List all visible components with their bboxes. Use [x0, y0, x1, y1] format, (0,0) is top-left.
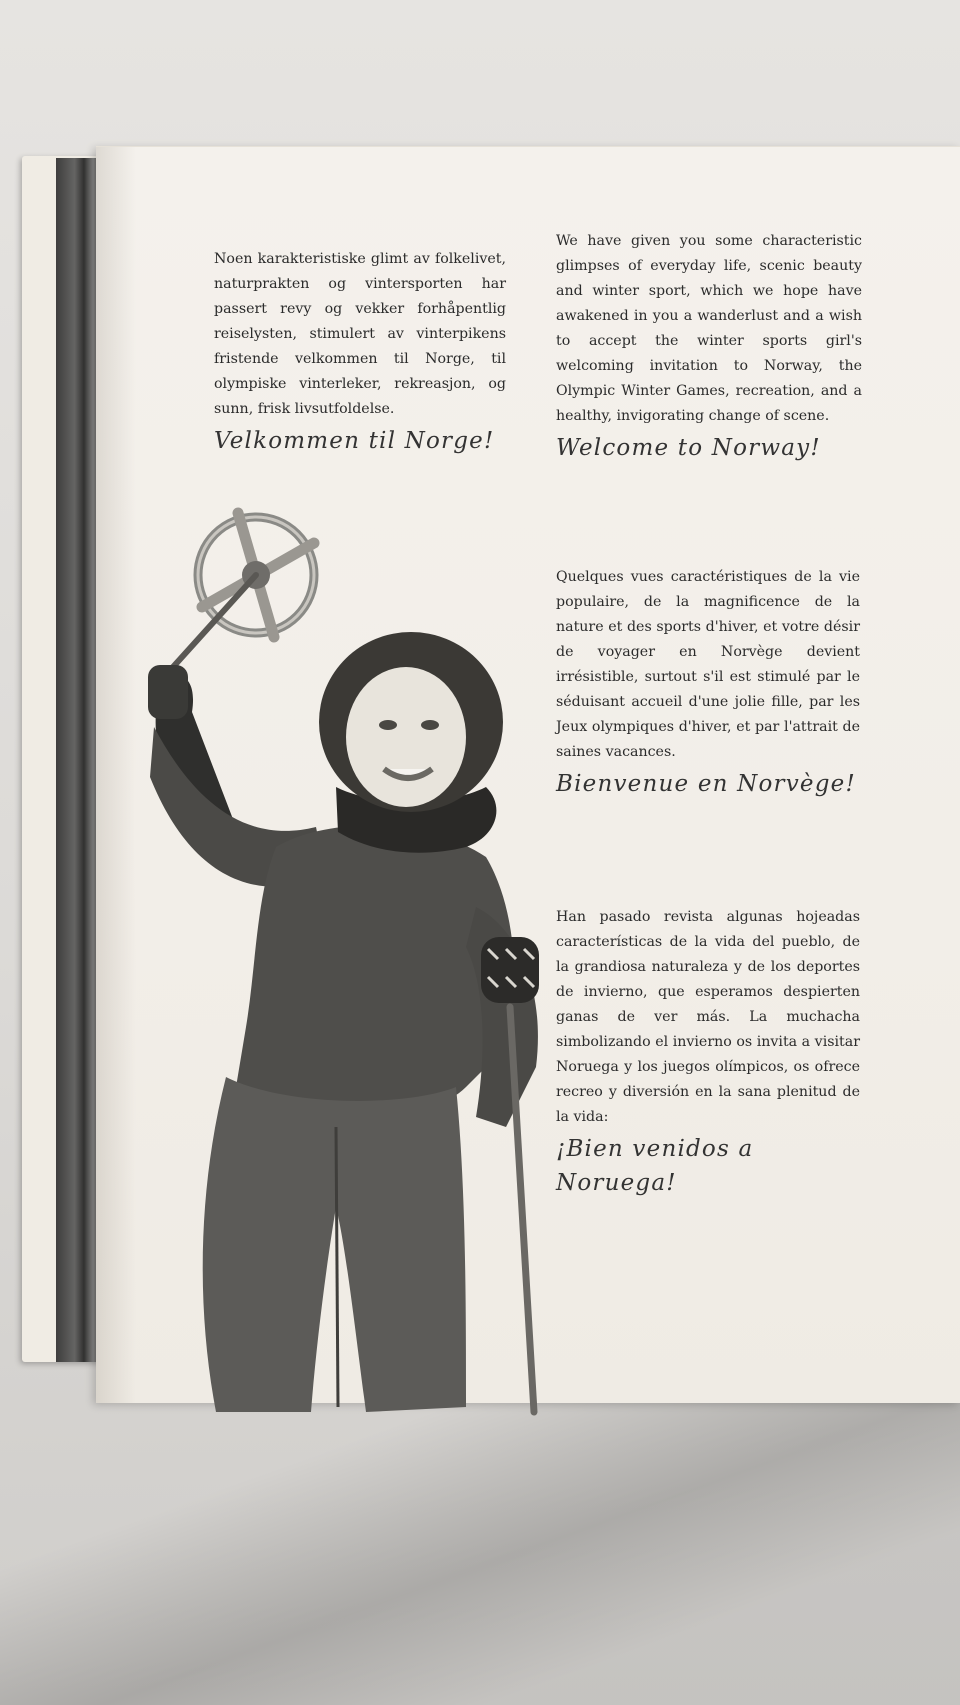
text-block-english — [556, 229, 862, 465]
body-text-english: We have given you some characteristic glimpses of everyday life, scenic beauty and winter sport, which we hope have awakened in you a wanderlust and a wish to accept the winter sports girl's welcoming invitation to Norway, the Olympic Winter Games, recreation, and a healthy, invigorating change of scene. — [556, 233, 862, 424]
body-text-norwegian: Noen karakteristiske glimt av folkelivet, naturprakten og vintersporten har passert revy og vekker forhåpentlig reiselysten, stimulert av vinterpikens fristende velkommen til Norge, til olympiske vinterleker, rekreasjon, og sunn, frisk livsutfoldelse. — [214, 251, 506, 417]
text-block-spanish — [556, 905, 860, 1200]
photo-winter-girl — [126, 487, 566, 1417]
greeting-spanish: ¡Bien venidos a Noruega! — [556, 1136, 754, 1196]
magazine-page — [96, 146, 960, 1403]
greeting-norwegian: Velkommen til Norge! — [214, 428, 495, 454]
greeting-english: Welcome to Norway! — [556, 435, 821, 461]
body-text-spanish: Han pasado revista algunas hojeadas características de la vida del pueblo, de la grandiosa naturaleza y de los deportes de invierno, que esperamos despierten ganas de ver más. La muchacha simbolizando el invierno os invita a visitar Noruega y los juegos olímpicos, os ofrece recreo y diversión en la sana plenitud de la vida: — [556, 909, 860, 1125]
head — [319, 632, 503, 812]
trousers — [203, 1077, 466, 1412]
ski-pole-basket — [164, 513, 314, 677]
text-block-french — [556, 565, 860, 801]
jacket — [236, 826, 514, 1117]
greeting-french: Bienvenue en Norvège! — [556, 771, 856, 797]
body-text-french: Quelques vues caractéristiques de la vie populaire, de la magnificence de la nature et des sports d'hiver, et votre désir de voyager en Norvège devient irrésistible, surtout s'il est stimulé par le séduisant accueil d'une jolie fille, par les Jeux olympiques d'hiver, et par l'attrait de saines vacances. — [556, 569, 860, 760]
text-block-norwegian — [214, 247, 506, 458]
